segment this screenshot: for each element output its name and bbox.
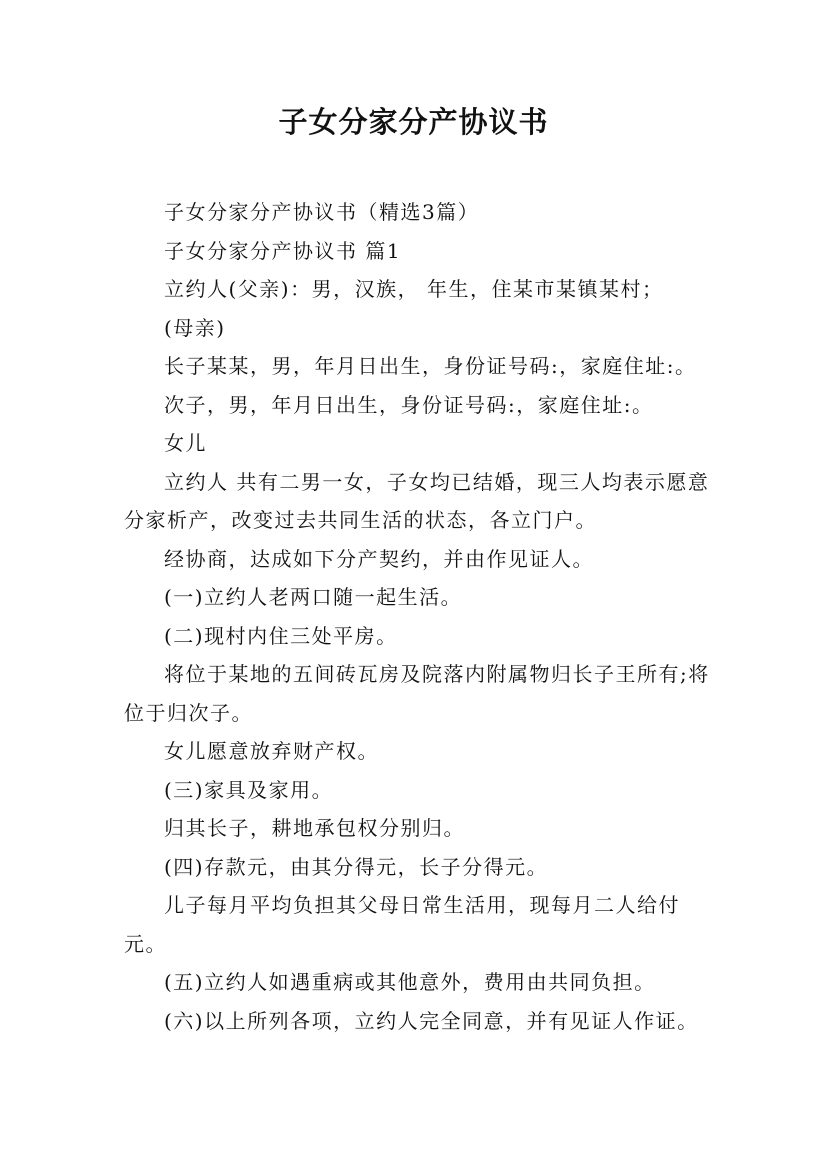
clause-1: (一)立约人老两口随一起生活。 — [164, 585, 463, 609]
clause-2-detail: 将位于某地的五间砖瓦房及院落内附属物归长子王所有;将位于归次子。 — [124, 662, 710, 725]
paragraph-eldest-son: 长子某某，男，年月日出生，身份证号码:，家庭住址:。 — [164, 354, 697, 378]
paragraph-intent: 立约人 共有二男一女，子女均已结婚，现三人均表示愿意分家析产，改变过去共同生活的状态，各立门户。 — [124, 469, 710, 532]
document-title: 子女分家分产协议书 — [278, 105, 549, 139]
clause-4: (四)存款元，由其分得元，长子分得元。 — [164, 854, 549, 879]
paragraph-subtitle: 子女分家分产协议书（精选3篇） — [164, 200, 480, 224]
clause-4-detail: 儿子每月平均负担其父母日常生活用，现每月二人给付元。 — [124, 893, 680, 956]
paragraph-section-heading: 子女分家分产协议书 篇1 — [164, 238, 402, 263]
clause-3: (三)家具及家用。 — [164, 777, 334, 802]
clause-2: (二)现村内住三处平房。 — [164, 623, 398, 648]
clause-2-daughter: 女儿愿意放弃财产权。 — [164, 739, 379, 763]
paragraph-daughter: 女儿 — [164, 431, 207, 455]
paragraph-second-son: 次子，男，年月日出生，身份证号码:，家庭住址:。 — [164, 392, 654, 417]
paragraph-party-mother: (母亲) — [164, 315, 226, 340]
paragraph-agreement: 经协商，达成如下分产契约，并由作见证人。 — [164, 546, 594, 571]
clause-5: (五)立约人如遇重病或其他意外，费用由共同负担。 — [164, 970, 656, 994]
document-body — [124, 193, 714, 1040]
paragraph-party-father: 立约人(父亲)：男，汉族， 年生，住某市某镇某村； — [164, 277, 664, 301]
clause-3-detail: 归其长子，耕地承包权分别归。 — [164, 816, 465, 840]
clause-6: (六)以上所列各项，立约人完全同意，并有见证人作证。 — [164, 1008, 699, 1033]
